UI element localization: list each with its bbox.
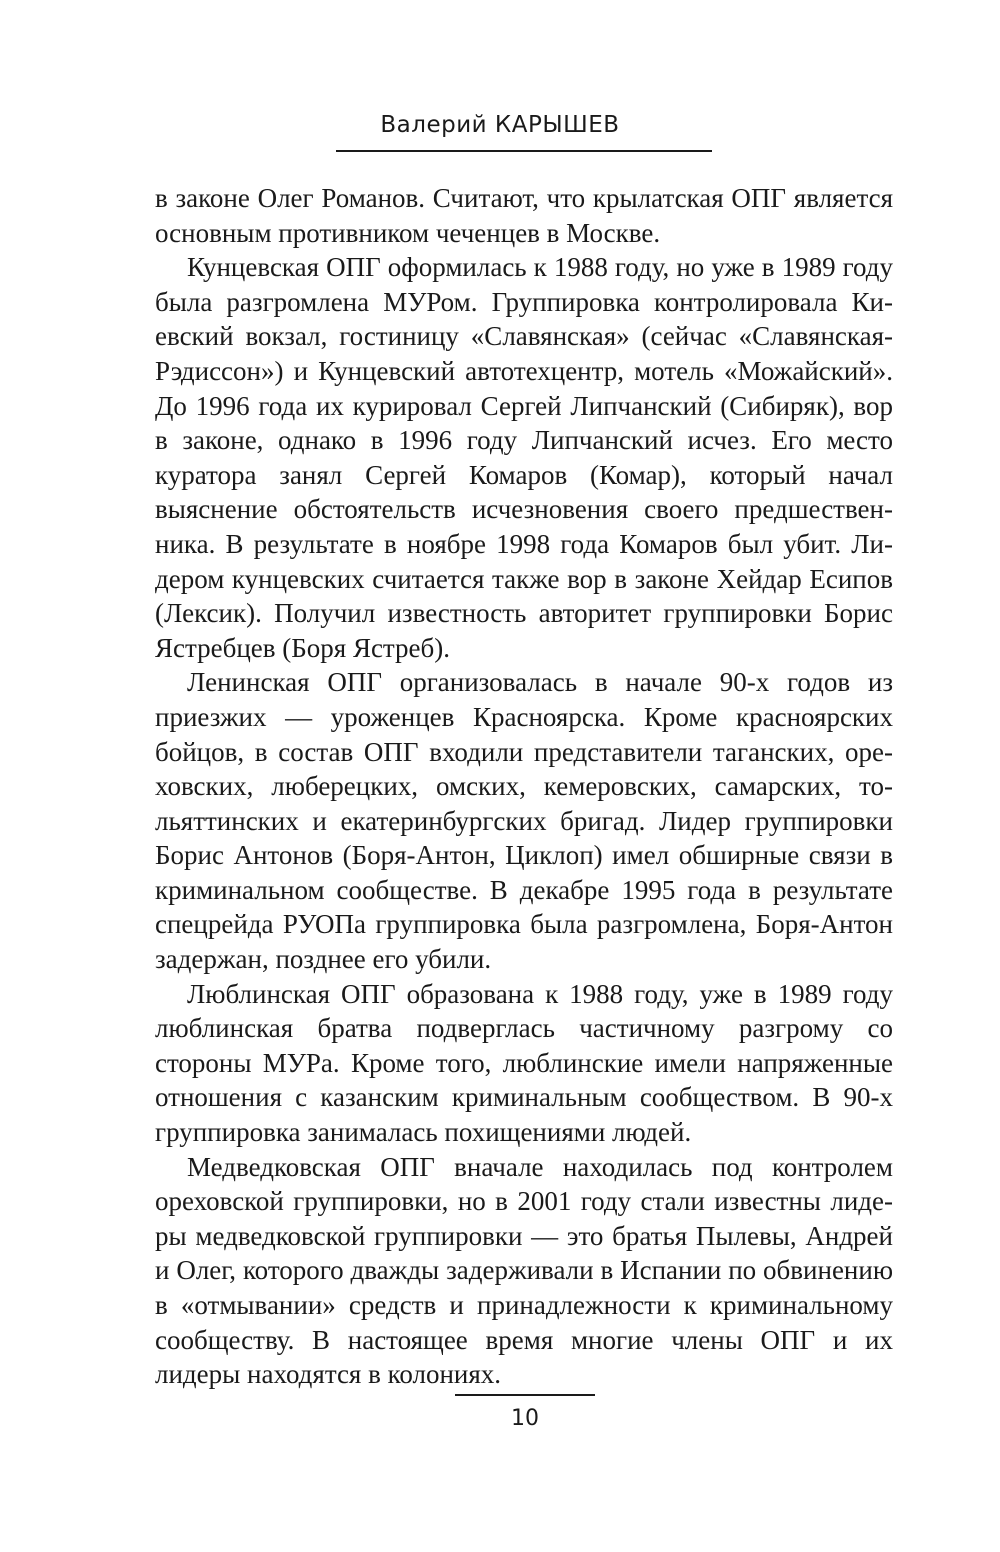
paragraph: Медведковская ОПГ вначале находилась под контролем ореховской группировки, но в 2001 году стали известны лидеры медведковской группировки — это братья Пылевы, Андрей и Олег, которого дважды задерживали в Испании по обвинению в «отмывании» средств и принадлежности к криминальному сообществу. В настоящее время многие члены ОПГ и их лидеры находятся в колониях. — [155, 1151, 893, 1390]
page-number: 10 — [511, 1406, 539, 1431]
footer-rule — [455, 1394, 595, 1396]
running-header: Валерий КАРЫШЕВ — [380, 112, 620, 138]
paragraph: Кунцевская ОПГ оформилась к 1988 году, но уже в 1989 году была разгромлена МУРом. Группировка контролировала Киевский вокзал, гостиницу «Славянская» (сейчас «Славянская-Рэдиссон») и Кунцевский автотехцентр, мотель «Можайский». До 1996 года их курировал Сергей Липчанский (Сибиряк), вор в законе, однако в 1996 году Липчанский исчез. Его место куратора занял Сергей Комаров (Комар), который начал выяснение обстоятельств исчезновения своего предшественника. В результате в ноябре 1998 года Комаров был убит. Лидером кунцевских считается также вор в законе Хейдар Есипов (Лексик). Получил известность авторитет группировки Борис Ястребцев (Боря Ястреб). — [155, 252, 893, 663]
body-text — [155, 181, 893, 1392]
paragraph: Люблинская ОПГ образована к 1988 году, уже в 1989 году люблинская братва подверглась частичному разгрому со стороны МУРа. Кроме того, люблинские имели напряженные отношения с казанским криминальным сообществом. В 90-х группировка занималась похищениями людей. — [155, 978, 893, 1148]
paragraph: в законе Олег Романов. Считают, что крылатская ОПГ является основным противником чеченцев в Москве. — [155, 183, 893, 248]
header-rule — [336, 150, 712, 152]
paragraph: Ленинская ОПГ организовалась в начале 90-х годов из приезжих — уроженцев Красноярска. Кроме красноярских бойцов, в состав ОПГ входили представители таганских, ореховских, люберецких, омских, кемеровских, самарских, тольяттинских и екатеринбургских бригад. Лидер группировки Борис Антонов (Боря-Антон, Циклоп) имел обширные связи в криминальном сообществе. В декабре 1995 года в результате спецрейда РУОПа группировка была разгромлена, Боря-Антон задержан, позднее его убили. — [155, 667, 893, 975]
